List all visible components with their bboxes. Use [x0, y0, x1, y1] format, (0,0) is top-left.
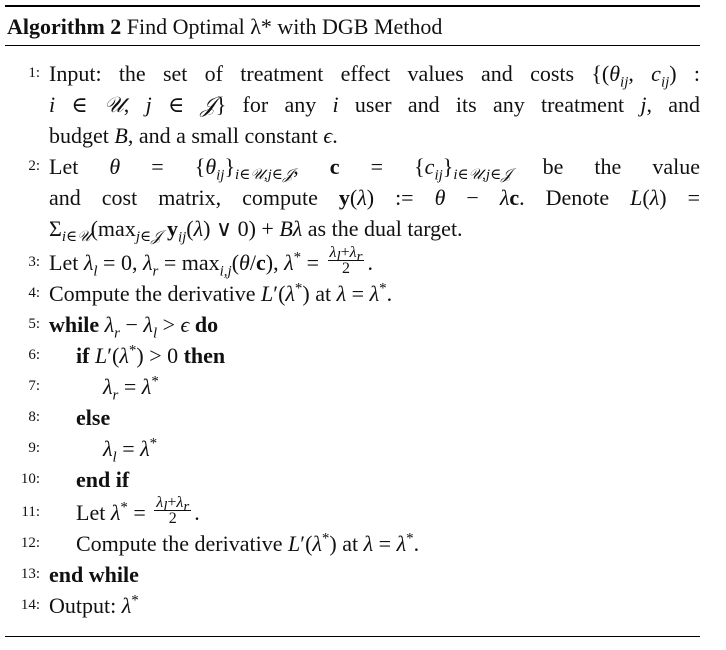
line-text: Compute the derivative L′(λ*) at λ = λ*.	[49, 280, 393, 306]
line-number: 13:	[20, 566, 40, 582]
line-number: 6:	[28, 347, 40, 363]
line-text: else	[76, 405, 111, 430]
line-text: i ∈ 𝒰, j ∈ 𝒥} for any i user and its any treatment j, and	[49, 92, 701, 118]
line-text: Let $\lambda_l = 0$, $\lambda_r = \max_{i,j}(\theta/c)$, λ* = $\frac{\lambda_l+\lambda_r}{2}$ .	[49, 244, 373, 280]
line-text: $\Sigma_{i\in 𝒰}(\max_{j\in 𝒥}$ $y_{ij}(\lambda)$ ∨ 0) + Bλ as the dual target.	[49, 216, 463, 246]
line-text: end if	[76, 467, 130, 492]
line-number: 11:	[21, 504, 40, 520]
line-number: 2:	[28, 158, 40, 174]
caption-label: Algorithm 2	[7, 14, 122, 39]
line-number: 10:	[20, 471, 40, 487]
line-text: Let λ* = $\frac{\lambda_l+\lambda_r}{2}$ .	[76, 494, 200, 528]
line-number: 9:	[28, 440, 40, 456]
line-text: while $\lambda_r - \lambda_l > \epsilon$ do	[49, 312, 219, 342]
line-text: if L′(λ*) > 0 then	[76, 342, 226, 368]
caption-title: Find Optimal λ* with DGB Method	[126, 14, 443, 39]
caption-rule	[5, 45, 700, 46]
line-text: $\lambda_l = \lambda^*$	[103, 435, 158, 466]
line-number: 14:	[20, 597, 40, 613]
line-number: 3:	[28, 254, 40, 270]
line-number: 1:	[28, 65, 40, 81]
line-text: end while	[49, 562, 139, 587]
fraction: $\frac{\lambda_l+\lambda_r}{2}$	[156, 494, 190, 528]
line-number: 7:	[28, 378, 40, 394]
line-text: and cost matrix, compute y(λ) := θ − λc. Denote L(λ) =	[49, 185, 700, 210]
algorithm-box	[5, 5, 701, 618]
line-text: $\lambda_r = \lambda^*$	[103, 373, 159, 404]
fraction: $\frac{\lambda_l+\lambda_r}{2}$	[329, 244, 363, 278]
top-rule	[5, 5, 700, 7]
line-number: 12:	[20, 535, 40, 551]
line-number: 8:	[28, 409, 40, 425]
line-text: Compute the derivative L′(λ*) at λ = λ*.	[76, 530, 420, 556]
bottom-rule	[5, 636, 700, 637]
line-number: 5:	[28, 316, 40, 332]
algorithm-caption	[5, 12, 700, 42]
line-text: Let $\theta = \{\theta_{ij}\}_{i\in 𝒰,j\in 𝒥}$, $c = \{c_{ij}\}_{i\in 𝒰,j\in 𝒥}$ be the value	[49, 154, 701, 184]
line-text: Output: λ*	[49, 592, 139, 618]
line-text: Input: the set of treatment effect values and costs {($\theta_{ij}$, $c_{ij}$) :	[49, 61, 700, 91]
line-text: budget B, and a small constant ϵ.	[49, 123, 338, 148]
line-number: 4:	[28, 285, 40, 301]
